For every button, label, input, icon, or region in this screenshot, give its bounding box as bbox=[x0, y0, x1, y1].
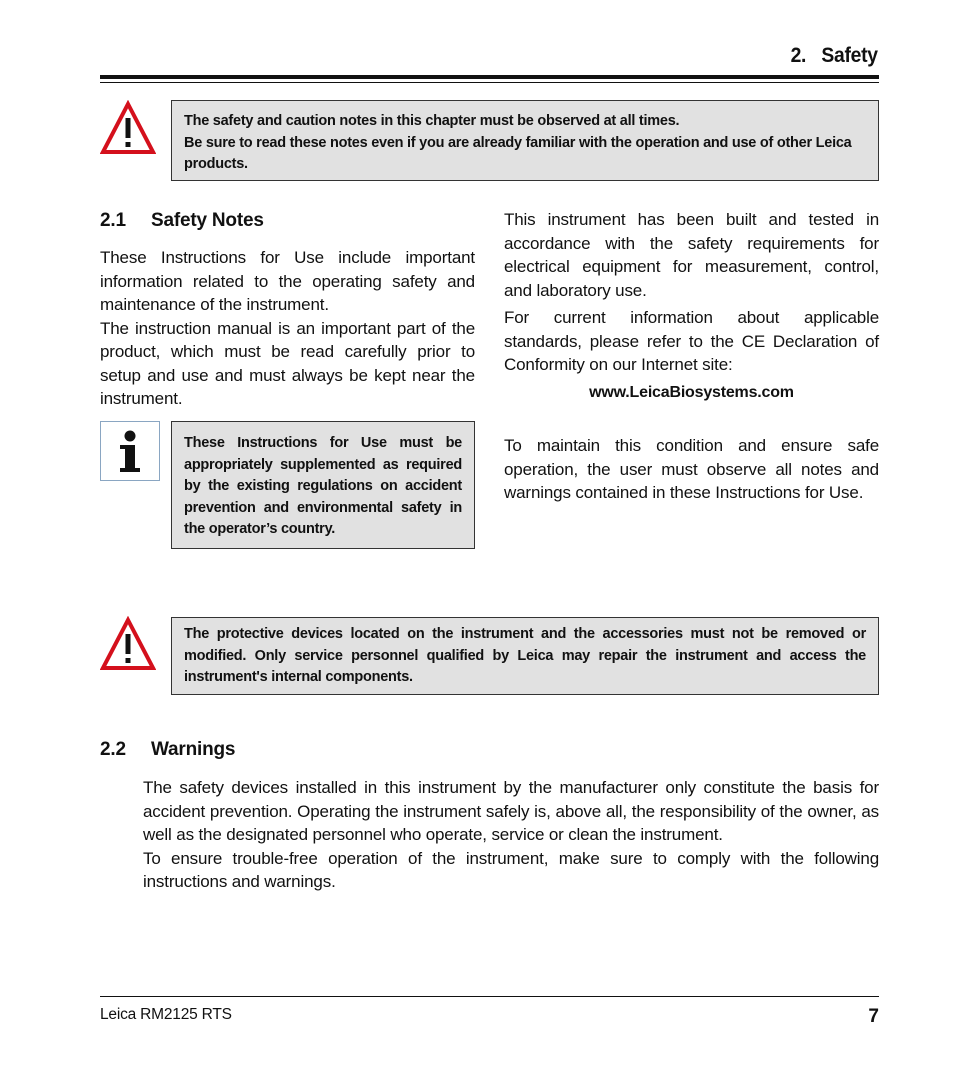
footer-product-name: Leica RM2125 RTS bbox=[100, 1006, 232, 1023]
section-title: Warnings bbox=[151, 739, 236, 760]
left-paragraph-1: These Instructions for Use include important information related to the operating safety and maintenance of the instrument. bbox=[100, 248, 475, 314]
footer-rule bbox=[100, 996, 879, 997]
caution-note-protective-devices bbox=[171, 617, 879, 695]
info-note-text: These Instructions for Use must be appropriately supplemented as required by the existing regulations on accident prevention and environmental safety in the operator’s country. bbox=[184, 435, 462, 537]
right-column bbox=[504, 208, 879, 404]
right-paragraph-2: For current information about applicable standards, please refer to the CE Declaration of Conformity on our Internet site: bbox=[504, 308, 879, 374]
warnings-paragraph-2: To ensure trouble-free operation of the instrument, make sure to comply with the following instructions and warnings. bbox=[143, 848, 879, 891]
left-paragraph-2: The instruction manual is an important part of the product, which must be read carefully prior to setup and use and must always be kept near the instrument. bbox=[100, 318, 475, 408]
page-number: 7 bbox=[868, 1006, 879, 1027]
section-2-1-heading bbox=[100, 210, 264, 232]
caution-note-general bbox=[171, 100, 879, 181]
right-paragraph-3: To maintain this condition and ensure safe operation, the user must observe all notes and warnings contained in these Instructions for Use. bbox=[504, 436, 879, 502]
header-rule-thin bbox=[100, 82, 879, 83]
chapter-title: 2. Safety bbox=[790, 44, 878, 67]
section-title: Safety Notes bbox=[151, 210, 264, 231]
warning-triangle-icon bbox=[100, 100, 156, 156]
header-rule-thick bbox=[100, 75, 879, 79]
caution-note-line1: The safety and caution notes in this chapter must be observed at all times. bbox=[184, 113, 680, 129]
website-link[interactable]: www.LeicaBiosystems.com bbox=[589, 383, 794, 401]
warnings-text bbox=[143, 776, 879, 894]
info-i-glyph-icon bbox=[101, 422, 159, 480]
section-number: 2.1 bbox=[100, 210, 126, 231]
warnings-paragraph-1: The safety devices installed in this instrument by the manufacturer only constitute the basis for accident prevention. Operating the instrument safely is, above all, the responsibility of the owner, as well as the designated personnel who operate, service or clean the instrument. bbox=[143, 778, 879, 844]
caution-note-line2: Be sure to read these notes even if you are already familiar with the operation and use of other Leica products. bbox=[184, 134, 852, 172]
right-paragraph-1: This instrument has been built and tested in accordance with the safety requirements for electrical equipment for measurement, control, and laboratory use. bbox=[504, 210, 879, 300]
info-icon bbox=[100, 421, 160, 481]
section-2-2-heading bbox=[100, 739, 235, 761]
left-column bbox=[100, 246, 475, 411]
info-note bbox=[171, 421, 475, 549]
warning-triangle-icon bbox=[100, 616, 156, 672]
section-number: 2.2 bbox=[100, 739, 126, 760]
caution-note-2-text: The protective devices located on the instrument and the accessories must not be removed or modified. Only service personnel qualified by Leica may repair the instrument and access the instrument's internal components. bbox=[184, 626, 866, 685]
